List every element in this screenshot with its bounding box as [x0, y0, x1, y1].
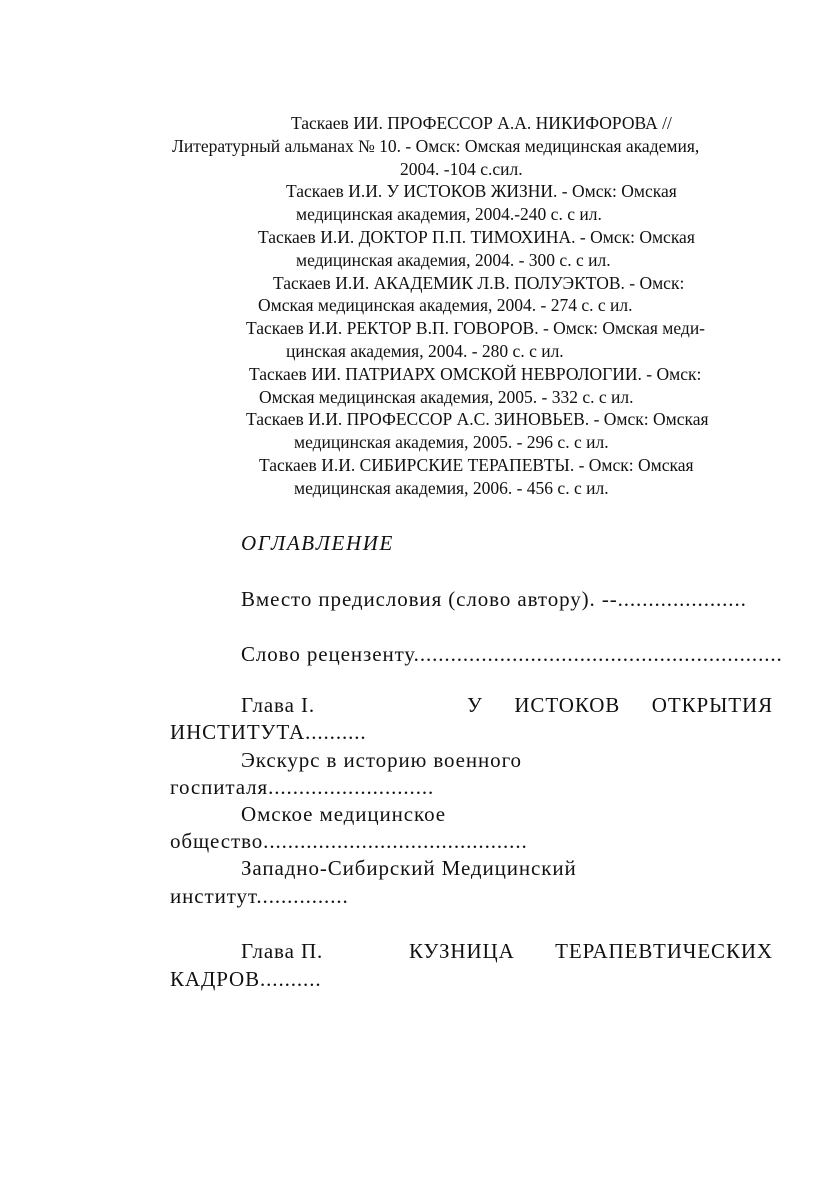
toc-entry-preface: Вместо предисловия (слово автору). --.....................: [241, 587, 747, 611]
toc-chapter-1-title-continued: ИНСТИТУТА..........: [170, 720, 367, 744]
bibliography-line: медицинская академия, 2006. - 456 с. с ил.: [294, 477, 609, 498]
bibliography-line: цинская академия, 2004. - 280 с. с ил.: [286, 340, 564, 361]
toc-chapter-1-heading: [241, 692, 773, 718]
bibliography-line: Таскаев И.И. СИБИРСКИЕ ТЕРАПЕВТЫ. - Омск: Омская: [259, 454, 694, 475]
bibliography-line: Таскаев И.И. ДОКТОР П.П. ТИМОХИНА. - Омск: Омская: [258, 226, 695, 247]
bibliography-line: 2004. -104 с.сил.: [400, 158, 523, 179]
toc-subentry-line1: Омское медицинское: [241, 802, 446, 826]
toc-subentry-line2: общество...........................................: [170, 829, 528, 853]
bibliography-line: Литературный альманах № 10. - Омск: Омская медицинская академия,: [172, 135, 700, 156]
toc-chapter-1-title-word: ОТКРЫТИЯ: [651, 693, 773, 717]
toc-chapter-1-number: Глава I.: [241, 693, 316, 717]
toc-entry-reviewer: Слово рецензенту............................................................: [241, 642, 783, 666]
bibliography-line: Таскаев И.И. РЕКТОР В.П. ГОВОРОВ. - Омск: Омская меди-: [246, 318, 706, 339]
bibliography-line: Таскаев И.И. У ИСТОКОВ ЖИЗНИ. - Омск: Омская: [286, 181, 677, 202]
bibliography-line: Омская медицинская академия, 2004. - 274 с. с ил.: [258, 295, 633, 316]
toc-chapter-2-title: [409, 938, 773, 964]
toc-subentry-line1: Экскурс в историю военного: [241, 748, 522, 772]
toc-chapter-1-title-word: У: [467, 693, 483, 717]
bibliography-line: Таскаев ИИ. ПРОФЕССОР А.А. НИКИФОРОВА //: [291, 113, 672, 133]
toc-chapter-2-title-word: КУЗНИЦА: [409, 939, 515, 963]
bibliography-line: медицинская академия, 2004. - 300 с. с ил.: [296, 249, 611, 270]
toc-subentry-line1: Западно-Сибирский Медицинский: [241, 856, 577, 880]
toc-chapter-1-title: [467, 692, 773, 718]
toc-subentry-line2: институт...............: [170, 884, 349, 908]
toc-chapter-2-title-continued: КАДРОВ..........: [170, 967, 322, 991]
toc-subentry-line2: госпиталя...........................: [170, 775, 435, 799]
bibliography-line: Таскаев ИИ. ПАТРИАРХ ОМСКОЙ НЕВРОЛОГИИ. - Омск:: [249, 363, 702, 384]
toc-chapter-1-title-word: ИСТОКОВ: [514, 693, 621, 717]
toc-chapter-2-title-word: ТЕРАПЕВТИЧЕСКИХ: [555, 939, 773, 963]
toc-heading: ОГЛАВЛЕНИЕ: [241, 531, 394, 555]
toc-chapter-2-heading: [241, 938, 773, 964]
bibliography-line: Таскаев И.И. АКАДЕМИК Л.В. ПОЛУЭКТОВ. - Омск:: [273, 272, 685, 293]
bibliography-line: медицинская академия, 2004.-240 с. с ил.: [296, 204, 602, 225]
toc-chapter-2-number: Глава П.: [241, 939, 324, 963]
bibliography-line: Таскаев И.И. ПРОФЕССОР А.С. ЗИНОВЬЕВ. - Омск: Омская: [246, 409, 709, 430]
bibliography-line: медицинская академия, 2005. - 296 с. с ил.: [294, 432, 609, 453]
bibliography-line: Омская медицинская академия, 2005. - 332 с. с ил.: [259, 386, 634, 407]
